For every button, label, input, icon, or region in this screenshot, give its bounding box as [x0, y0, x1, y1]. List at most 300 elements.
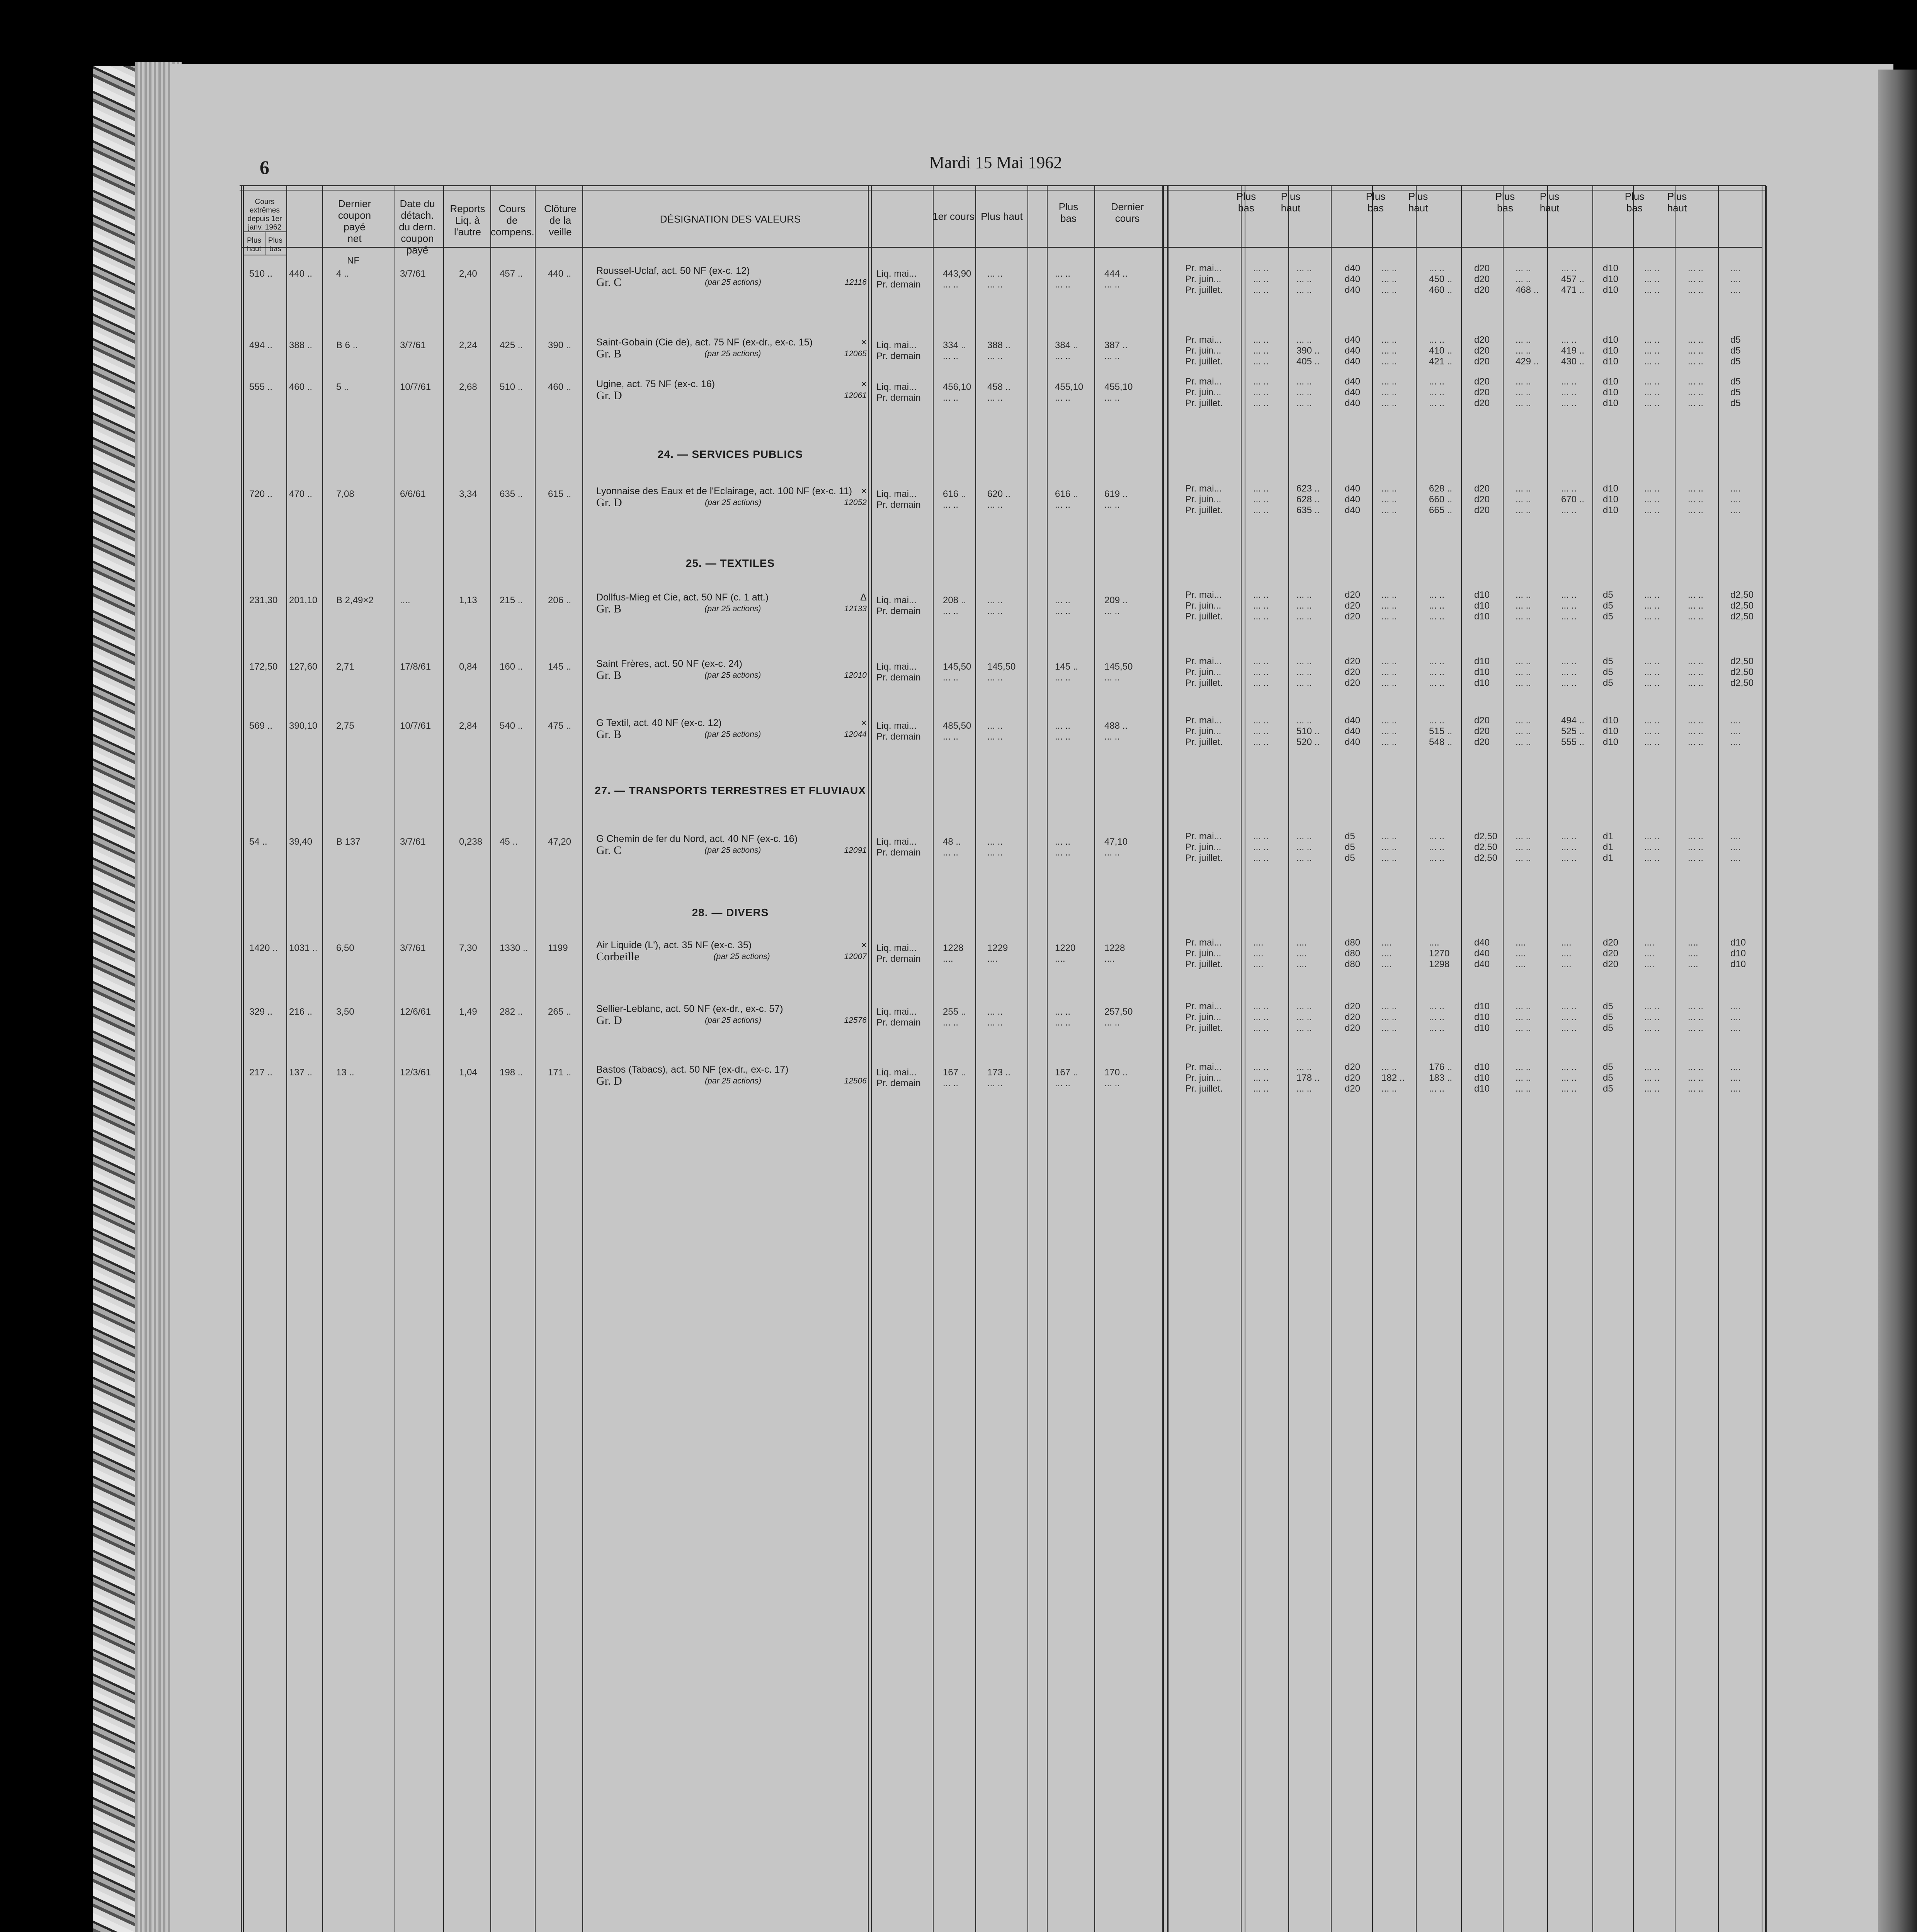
cell-terme-2: ... .. 390 .. 405 .. [1296, 335, 1320, 367]
cell-premier-cours: 443,90 ... .. [943, 269, 971, 290]
cell-terme-10: ... .. ... .. ... .. [1644, 590, 1660, 622]
cell-terme-0: Pr. mai... Pr. juin... Pr. juillet. [1185, 335, 1223, 367]
cell-dernier-coupon: 4 .. [336, 269, 349, 279]
cell-cloture-veille: 475 .. [548, 721, 572, 731]
cell-terme-4: ... .. ... .. ... .. [1381, 376, 1397, 408]
header-dernier-cours: Dernier cours [1111, 201, 1144, 224]
cell-terme-11: ... .. ... .. ... .. [1688, 1001, 1704, 1033]
cell-plus-haut: 172,50 [249, 662, 278, 672]
section-heading: 28. — DIVERS [692, 906, 769, 918]
cell-terme-3: d5 d5 d5 [1345, 831, 1355, 863]
cell-terme-12: d2,50 d2,50 d2,50 [1730, 590, 1754, 622]
cell-reports: 2,24 [459, 340, 477, 350]
cell-terme-4: ... .. ... .. ... .. [1381, 590, 1397, 622]
cell-plus-bas-jour: ... .. ... .. [1055, 1007, 1071, 1028]
stock-name: Air Liquide (L'), act. 35 NF (ex-c. 35) [596, 940, 752, 951]
cell-terme-6: d10 d10 d10 [1474, 590, 1490, 622]
cell-plus-haut-jour: 458 .. ... .. [987, 382, 1011, 403]
page-number: 6 [260, 156, 269, 178]
cell-terme-12: .... .... .... [1730, 1062, 1741, 1094]
cell-date-detach: 3/7/61 [400, 943, 426, 953]
stock-mark: × [861, 940, 867, 951]
cell-terme-6: d10 d10 d10 [1474, 1001, 1490, 1033]
cell-terme-2: ... .. ... .. ... .. [1296, 376, 1312, 408]
cell-terme-2: ... .. ... .. ... .. [1296, 831, 1312, 863]
cell-terme-11: ... .. ... .. ... .. [1688, 1062, 1704, 1094]
cell-terme-0: Pr. mai... Pr. juin... Pr. juillet. [1185, 937, 1223, 969]
stock-group: Gr. D [596, 496, 622, 509]
cell-terme-1: ... .. ... .. ... .. [1253, 831, 1269, 863]
stock-name: Bastos (Tabacs), act. 50 NF (ex-dr., ex-c. 17) [596, 1064, 789, 1075]
stock-group: Gr. B [596, 669, 622, 682]
stock-name: G Textil, act. 40 NF (ex-c. 12) [596, 718, 722, 728]
cell-plus-haut: 54 .. [249, 837, 267, 847]
stock-mark: × [861, 337, 867, 348]
stock-code: 12010 [844, 671, 867, 680]
header-right-plus-bas: Plus bas [1624, 190, 1645, 214]
cell-liquidation-labels: Liq. mai... Pr. demain [876, 1007, 921, 1028]
cell-liquidation-labels: Liq. mai... Pr. demain [876, 382, 921, 403]
cell-terme-10: ... .. ... .. ... .. [1644, 715, 1660, 747]
cell-liquidation-labels: Liq. mai... Pr. demain [876, 721, 921, 742]
cell-plus-haut-jour: ... .. ... .. [987, 595, 1003, 616]
cell-cloture-veille: 390 .. [548, 340, 572, 350]
stock-code: 12044 [844, 730, 867, 739]
cell-terme-10: ... .. ... .. ... .. [1644, 1001, 1660, 1033]
stock-designation [596, 592, 867, 614]
stock-code: 12091 [844, 846, 867, 855]
cell-terme-9: d5 d5 d5 [1603, 1001, 1613, 1033]
cell-terme-9: d10 d10 d10 [1603, 715, 1619, 747]
stock-mark: × [861, 379, 867, 389]
cell-terme-2: 623 .. 628 .. 635 .. [1296, 483, 1320, 515]
cell-liquidation-labels: Liq. mai... Pr. demain [876, 662, 921, 683]
cell-terme-10: ... .. ... .. ... .. [1644, 831, 1660, 863]
cell-terme-1: ... .. ... .. ... .. [1253, 483, 1269, 515]
cell-date-detach: 6/6/61 [400, 489, 426, 499]
header-cours-extremes: Cours extrêmes depuis 1er janv. 1962 [247, 198, 282, 231]
cell-terme-5: .... 1270 1298 [1429, 937, 1450, 969]
cell-dernier-cours: 488 .. ... .. [1104, 721, 1128, 742]
cell-terme-5: ... .. 410 .. 421 .. [1429, 335, 1453, 367]
cell-dernier-coupon: 7,08 [336, 489, 354, 499]
cell-cours-compens: 540 .. [500, 721, 523, 731]
cell-reports: 2,84 [459, 721, 477, 731]
cell-terme-0: Pr. mai... Pr. juin... Pr. juillet. [1185, 1001, 1223, 1033]
stock-mark: × [861, 718, 867, 728]
cell-terme-0: Pr. mai... Pr. juin... Pr. juillet. [1185, 263, 1223, 295]
cell-plus-bas-jour: ... .. ... .. [1055, 269, 1071, 290]
cell-terme-10: ... .. ... .. ... .. [1644, 483, 1660, 515]
cell-terme-7: ... .. ... .. 468 .. [1516, 263, 1539, 295]
stock-code: 12116 [845, 278, 867, 287]
cell-terme-4: ... .. 182 .. ... .. [1381, 1062, 1405, 1094]
cell-reports: 0,84 [459, 662, 477, 672]
section-heading: 24. — SERVICES PUBLICS [657, 448, 803, 460]
cell-terme-5: ... .. ... .. ... .. [1429, 1001, 1445, 1033]
stock-code: 12061 [844, 391, 867, 400]
cell-plus-bas-jour: ... .. ... .. [1055, 721, 1071, 742]
header-right-plus-haut: Plus haut [1667, 190, 1687, 214]
cell-dernier-coupon: 3,50 [336, 1007, 354, 1017]
cell-reports: 0,238 [459, 837, 483, 847]
cell-cloture-veille: 145 .. [548, 662, 572, 672]
stock-group: Gr. D [596, 1075, 622, 1087]
cell-plus-bas: 127,60 [289, 662, 318, 672]
cell-premier-cours: 334 .. ... .. [943, 340, 966, 361]
stock-group: Gr. B [596, 347, 622, 360]
cell-terme-1: .... .... .... [1253, 937, 1264, 969]
cell-terme-6: d20 d20 d20 [1474, 263, 1490, 295]
stock-name: Lyonnaise des Eaux et de l'Eclairage, act. 100 NF (ex-c. 11) [596, 486, 852, 497]
cell-dernier-cours: 619 .. ... .. [1104, 489, 1128, 510]
cell-dernier-cours: 209 .. ... .. [1104, 595, 1128, 616]
stock-mark: Δ [860, 592, 867, 603]
cell-reports: 1,04 [459, 1067, 477, 1078]
cell-premier-cours: 48 .. ... .. [943, 837, 961, 858]
header-plus-bas-2: Plus bas [1058, 201, 1078, 224]
section-heading: 27. — TRANSPORTS TERRESTRES ET FLUVIAUX [595, 784, 866, 796]
cell-terme-3: d40 d40 d40 [1345, 376, 1361, 408]
cell-dernier-cours: 444 .. ... .. [1104, 269, 1128, 290]
cell-terme-4: ... .. ... .. ... .. [1381, 483, 1397, 515]
cell-terme-9: d10 d10 d10 [1603, 263, 1619, 295]
cell-plus-haut: 231,30 [249, 595, 278, 605]
cell-terme-5: ... .. 450 .. 460 .. [1429, 263, 1453, 295]
cell-plus-haut-jour: 388 .. ... .. [987, 340, 1011, 361]
cell-dernier-coupon: 6,50 [336, 943, 354, 953]
cell-terme-4: ... .. ... .. ... .. [1381, 656, 1397, 688]
stock-designation [596, 265, 867, 288]
cell-dernier-cours: 170 .. ... .. [1104, 1067, 1128, 1088]
cell-terme-12: .... .... .... [1730, 715, 1741, 747]
cell-terme-6: d40 d40 d40 [1474, 937, 1490, 969]
cell-terme-6: d20 d20 d20 [1474, 483, 1490, 515]
cell-plus-bas: 470 .. [289, 489, 313, 499]
cell-plus-haut-jour: ... .. ... .. [987, 269, 1003, 290]
cell-date-detach: 3/7/61 [400, 340, 426, 350]
header-right-plus-bas: Plus bas [1236, 190, 1256, 214]
cell-terme-6: d20 d20 d20 [1474, 715, 1490, 747]
cell-premier-cours: 145,50 ... .. [943, 662, 971, 683]
cell-plus-bas-jour: 1220 .... [1055, 943, 1076, 964]
stock-designation [596, 658, 867, 681]
cell-dernier-cours: 455,10 ... .. [1104, 382, 1133, 403]
cell-plus-bas-jour: 616 .. ... .. [1055, 489, 1078, 510]
cell-terme-8: 494 .. 525 .. 555 .. [1561, 715, 1585, 747]
cell-terme-9: d1 d1 d1 [1603, 831, 1613, 863]
cell-plus-haut-jour: 173 .. ... .. [987, 1067, 1011, 1088]
cell-cours-compens: 510 .. [500, 382, 523, 392]
cell-cloture-veille: 1199 [548, 943, 568, 953]
stock-group: Gr. C [596, 276, 622, 289]
cell-premier-cours: 1228 .... [943, 943, 964, 964]
cell-plus-bas: 39,40 [289, 837, 313, 847]
cell-terme-7: ... .. ... .. ... .. [1516, 715, 1531, 747]
stock-lot: (par 25 actions) [704, 604, 761, 613]
cell-terme-2: ... .. ... .. ... .. [1296, 1001, 1312, 1033]
cell-terme-4: .... .... .... [1381, 937, 1392, 969]
cell-terme-7: ... .. ... .. ... .. [1516, 590, 1531, 622]
cell-plus-bas-jour: 145 .. ... .. [1055, 662, 1078, 683]
cell-terme-2: .... .... .... [1296, 937, 1307, 969]
cell-reports: 1,49 [459, 1007, 477, 1017]
stock-designation [596, 486, 867, 508]
cell-terme-6: d2,50 d2,50 d2,50 [1474, 831, 1498, 863]
header-plus-haut-2: Plus haut [981, 211, 1023, 222]
cell-liquidation-labels: Liq. mai... Pr. demain [876, 489, 921, 510]
cell-date-detach: .... [400, 595, 410, 605]
cell-plus-haut: 217 .. [249, 1067, 273, 1078]
cell-date-detach: 17/8/61 [400, 662, 431, 672]
cell-reports: 2,40 [459, 269, 477, 279]
cell-terme-8: ... .. ... .. ... .. [1561, 831, 1577, 863]
cell-liquidation-labels: Liq. mai... Pr. demain [876, 1067, 921, 1088]
stock-designation [596, 718, 867, 740]
cell-terme-11: ... .. ... .. ... .. [1688, 335, 1704, 367]
header-right-plus-haut: Plus haut [1408, 190, 1428, 214]
header-plus-haut: Plus haut [247, 236, 261, 253]
cell-liquidation-labels: Liq. mai... Pr. demain [876, 837, 921, 858]
cell-terme-3: d40 d40 d40 [1345, 715, 1361, 747]
header-right-plus-bas: Plus bas [1366, 190, 1386, 214]
cell-plus-haut: 1420 .. [249, 943, 278, 953]
cell-terme-9: d20 d20 d20 [1603, 937, 1619, 969]
cell-liquidation-labels: Liq. mai... Pr. demain [876, 595, 921, 616]
cell-terme-8: ... .. 419 .. 430 .. [1561, 335, 1585, 367]
stock-code: 12506 [844, 1077, 867, 1085]
stock-code: 12065 [844, 349, 867, 358]
cell-cloture-veille: 615 .. [548, 489, 572, 499]
cell-plus-bas-jour: 384 .. ... .. [1055, 340, 1078, 361]
cell-terme-5: ... .. 515 .. 548 .. [1429, 715, 1453, 747]
cell-premier-cours: 485,50 ... .. [943, 721, 971, 742]
cell-liquidation-labels: Liq. mai... Pr. demain [876, 269, 921, 290]
stock-name: G Chemin de fer du Nord, act. 40 NF (ex-c. 16) [596, 833, 798, 844]
cell-terme-1: ... .. ... .. ... .. [1253, 1001, 1269, 1033]
cell-terme-7: ... .. ... .. ... .. [1516, 483, 1531, 515]
cell-terme-3: d20 d20 d20 [1345, 1001, 1361, 1033]
cell-terme-9: d5 d5 d5 [1603, 656, 1613, 688]
cell-dernier-coupon: B 137 [336, 837, 361, 847]
cell-terme-0: Pr. mai... Pr. juin... Pr. juillet. [1185, 656, 1223, 688]
page-date: Mardi 15 Mai 1962 [929, 153, 1062, 172]
cell-dernier-coupon: 2,75 [336, 721, 354, 731]
cell-terme-11: .... .... .... [1688, 937, 1698, 969]
cell-premier-cours: 167 .. ... .. [943, 1067, 966, 1088]
cell-cours-compens: 160 .. [500, 662, 523, 672]
cell-terme-9: d10 d10 d10 [1603, 483, 1619, 515]
stock-code: 12007 [844, 952, 867, 961]
stock-code: 12576 [844, 1016, 867, 1025]
cell-terme-3: d20 d20 d20 [1345, 590, 1361, 622]
cell-premier-cours: 456,10 ... .. [943, 382, 971, 403]
header-cours-comp: Cours de compens. [491, 203, 534, 238]
cell-plus-haut-jour: 1229 .... [987, 943, 1008, 964]
cell-terme-5: 628 .. 660 .. 665 .. [1429, 483, 1453, 515]
cell-terme-11: ... .. ... .. ... .. [1688, 656, 1704, 688]
stock-designation [596, 1003, 867, 1026]
cell-terme-10: ... .. ... .. ... .. [1644, 335, 1660, 367]
cell-terme-8: ... .. 670 .. ... .. [1561, 483, 1585, 515]
cell-terme-2: ... .. ... .. ... .. [1296, 590, 1312, 622]
cell-cours-compens: 1330 .. [500, 943, 528, 953]
cell-terme-4: ... .. ... .. ... .. [1381, 1001, 1397, 1033]
stock-name: Sellier-Leblanc, act. 50 NF (ex-dr., ex-c. 57) [596, 1003, 783, 1014]
cell-terme-6: d10 d10 d10 [1474, 1062, 1490, 1094]
cell-cloture-veille: 206 .. [548, 595, 572, 605]
cell-dernier-cours: 47,10 ... .. [1104, 837, 1128, 858]
header-right-plus-haut: Plus haut [1281, 190, 1301, 214]
cell-terme-1: ... .. ... .. ... .. [1253, 376, 1269, 408]
cell-terme-2: ... .. ... .. ... .. [1296, 263, 1312, 295]
cell-premier-cours: 616 .. ... .. [943, 489, 966, 510]
cell-terme-11: ... .. ... .. ... .. [1688, 715, 1704, 747]
cell-terme-5: ... .. ... .. ... .. [1429, 376, 1445, 408]
cell-plus-haut-jour: ... .. ... .. [987, 721, 1003, 742]
stock-mark: × [861, 486, 867, 497]
cell-terme-9: d5 d5 d5 [1603, 1062, 1613, 1094]
cell-terme-5: 176 .. 183 .. ... .. [1429, 1062, 1453, 1094]
cell-plus-bas: 388 .. [289, 340, 313, 350]
cell-plus-haut-jour: ... .. ... .. [987, 1007, 1003, 1028]
cell-terme-3: d80 d80 d80 [1345, 937, 1361, 969]
cell-terme-9: d5 d5 d5 [1603, 590, 1613, 622]
stock-designation [596, 940, 867, 962]
stock-designation [596, 1064, 867, 1087]
stock-designation [596, 379, 867, 401]
cell-terme-12: d10 d10 d10 [1730, 937, 1746, 969]
cell-liquidation-labels: Liq. mai... Pr. demain [876, 943, 921, 964]
cell-reports: 1,13 [459, 595, 477, 605]
cell-terme-7: ... .. ... .. ... .. [1516, 1062, 1531, 1094]
cell-terme-6: d20 d20 d20 [1474, 376, 1490, 408]
cell-terme-7: ... .. ... .. 429 .. [1516, 335, 1539, 367]
cell-terme-12: .... .... .... [1730, 483, 1741, 515]
cell-terme-1: ... .. ... .. ... .. [1253, 263, 1269, 295]
cell-date-detach: 10/7/61 [400, 382, 431, 392]
cell-terme-11: ... .. ... .. ... .. [1688, 376, 1704, 408]
cell-plus-haut-jour: 145,50 ... .. [987, 662, 1016, 683]
stock-lot: (par 25 actions) [705, 278, 762, 287]
cell-terme-7: ... .. ... .. ... .. [1516, 376, 1531, 408]
cell-plus-haut-jour: 620 .. ... .. [987, 489, 1011, 510]
cell-terme-8: ... .. ... .. ... .. [1561, 590, 1577, 622]
cell-terme-12: .... .... .... [1730, 1001, 1741, 1033]
cell-dernier-cours: 1228 .... [1104, 943, 1125, 964]
cell-plus-haut: 555 .. [249, 382, 273, 392]
cell-terme-5: ... .. ... .. ... .. [1429, 831, 1445, 863]
cell-terme-1: ... .. ... .. ... .. [1253, 590, 1269, 622]
stock-group: Gr. D [596, 1014, 622, 1027]
cell-cloture-veille: 171 .. [548, 1067, 572, 1078]
stock-group: Corbeille [596, 950, 640, 963]
cell-terme-10: .... .... .... [1644, 937, 1655, 969]
cell-terme-12: d5 d5 d5 [1730, 376, 1741, 408]
stock-lot: (par 25 actions) [705, 1016, 762, 1025]
cell-terme-12: d2,50 d2,50 d2,50 [1730, 656, 1754, 688]
cell-terme-12: d5 d5 d5 [1730, 335, 1741, 367]
cell-terme-11: ... .. ... .. ... .. [1688, 590, 1704, 622]
cell-plus-haut: 329 .. [249, 1007, 273, 1017]
cell-plus-bas: 1031 .. [289, 943, 318, 953]
cell-terme-0: Pr. mai... Pr. juin... Pr. juillet. [1185, 831, 1223, 863]
cell-dernier-cours: 145,50 ... .. [1104, 662, 1133, 683]
cell-terme-3: d40 d40 d40 [1345, 335, 1361, 367]
cell-terme-8: .... .... .... [1561, 937, 1572, 969]
cell-cours-compens: 635 .. [500, 489, 523, 499]
cell-plus-bas-jour: ... .. ... .. [1055, 837, 1071, 858]
cell-plus-bas-jour: 455,10 ... .. [1055, 382, 1084, 403]
cell-terme-6: d20 d20 d20 [1474, 335, 1490, 367]
cell-cloture-veille: 265 .. [548, 1007, 572, 1017]
stock-lot: (par 25 actions) [713, 952, 770, 961]
cell-terme-12: .... .... .... [1730, 831, 1741, 863]
cell-terme-7: ... .. ... .. ... .. [1516, 656, 1531, 688]
cell-terme-10: ... .. ... .. ... .. [1644, 376, 1660, 408]
stock-lot: (par 25 actions) [704, 730, 761, 739]
cell-terme-11: ... .. ... .. ... .. [1688, 831, 1704, 863]
cell-cloture-veille: 440 .. [548, 269, 572, 279]
cell-terme-3: d40 d40 d40 [1345, 483, 1361, 515]
stock-code: 12133 [844, 604, 867, 613]
cell-cloture-veille: 47,20 [548, 837, 572, 847]
cell-dernier-cours: 387 .. ... .. [1104, 340, 1128, 361]
cell-terme-3: d20 d20 d20 [1345, 656, 1361, 688]
cell-plus-bas-jour: ... .. ... .. [1055, 595, 1071, 616]
cell-terme-10: ... .. ... .. ... .. [1644, 1062, 1660, 1094]
cell-terme-2: ... .. 178 .. ... .. [1296, 1062, 1320, 1094]
cell-terme-4: ... .. ... .. ... .. [1381, 715, 1397, 747]
cell-coupon-unit: NF [347, 255, 359, 266]
cell-terme-4: ... .. ... .. ... .. [1381, 263, 1397, 295]
cell-cours-compens: 457 .. [500, 269, 523, 279]
stock-lot: (par 25 actions) [705, 498, 762, 507]
stock-name: Ugine, act. 75 NF (ex-c. 16) [596, 379, 715, 389]
cell-terme-7: .... .... .... [1516, 937, 1526, 969]
cell-terme-4: ... .. ... .. ... .. [1381, 335, 1397, 367]
cell-terme-2: ... .. ... .. ... .. [1296, 656, 1312, 688]
cell-terme-1: ... .. ... .. ... .. [1253, 656, 1269, 688]
cell-terme-1: ... .. ... .. ... .. [1253, 1062, 1269, 1094]
cell-terme-0: Pr. mai... Pr. juin... Pr. juillet. [1185, 590, 1223, 622]
cell-dernier-coupon: 5 .. [336, 382, 349, 392]
cell-premier-cours: 208 .. ... .. [943, 595, 966, 616]
header-designation: DÉSIGNATION DES VALEURS [660, 213, 801, 225]
cell-terme-6: d10 d10 d10 [1474, 656, 1490, 688]
stock-designation [596, 833, 867, 856]
cell-terme-10: ... .. ... .. ... .. [1644, 656, 1660, 688]
cell-terme-1: ... .. ... .. ... .. [1253, 335, 1269, 367]
cell-premier-cours: 255 .. ... .. [943, 1007, 966, 1028]
cell-plus-bas: 460 .. [289, 382, 313, 392]
cell-terme-9: d10 d10 d10 [1603, 335, 1619, 367]
cell-plus-haut: 720 .. [249, 489, 273, 499]
cell-reports: 3,34 [459, 489, 477, 499]
cell-terme-1: ... .. ... .. ... .. [1253, 715, 1269, 747]
stock-group: Gr. C [596, 844, 622, 857]
cell-plus-bas-jour: 167 .. ... .. [1055, 1067, 1078, 1088]
stock-designation [596, 337, 867, 359]
header-plus-bas: Plus bas [268, 236, 282, 253]
cell-terme-8: ... .. ... .. ... .. [1561, 1062, 1577, 1094]
stock-name: Saint-Gobain (Cie de), act. 75 NF (ex-dr., ex-c. 15) [596, 337, 813, 348]
cell-date-detach: 10/7/61 [400, 721, 431, 731]
cell-date-detach: 3/7/61 [400, 837, 426, 847]
stock-group: Gr. B [596, 728, 622, 741]
cell-cours-compens: 215 .. [500, 595, 523, 605]
cell-terme-8: ... .. ... .. ... .. [1561, 656, 1577, 688]
